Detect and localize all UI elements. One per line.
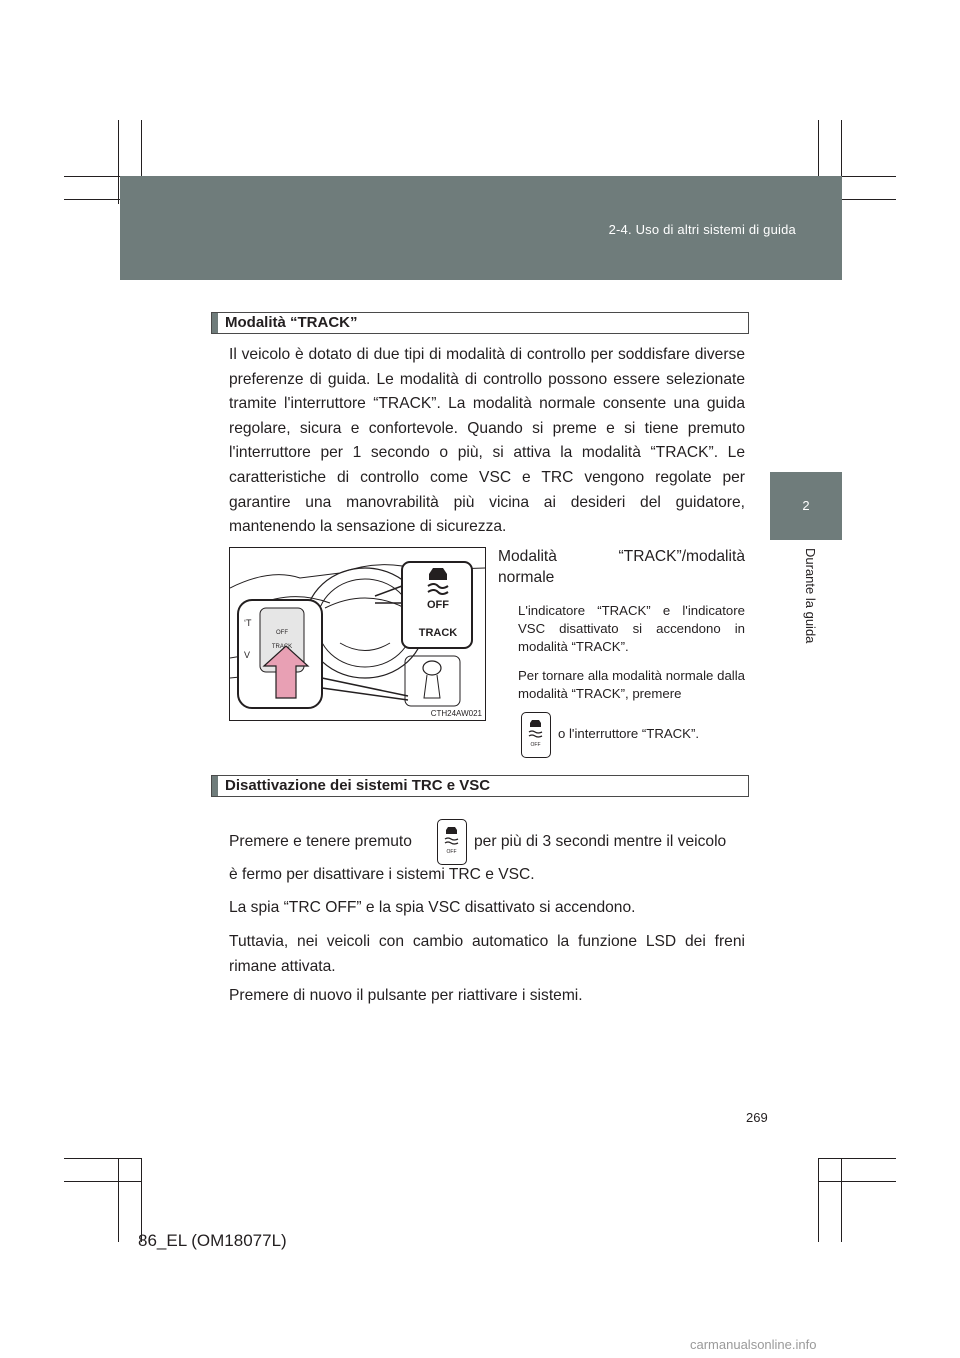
svg-text:V: V [244, 650, 251, 660]
track-section-heading [211, 312, 749, 334]
crop-mark [841, 1158, 842, 1242]
chapter-section-title: 2-4. Uso di altri sistemi di guida [608, 222, 796, 237]
dashboard-illustration [229, 547, 486, 721]
crop-mark [118, 120, 119, 204]
track-section-body: Il veicolo è dotato di due tipi di modalità di controllo per soddisfare diverse preferenze di guida. Le modalità di controllo possono essere selezionate tramite l'interruttore “TRACK”. La modalità normale consente una guida regolare, sicura e confortevole. Quando si preme e si tiene premuto l'interruttore per 1 secondo o più, si attiva la modalità “TRACK”. Le caratteristiche di controllo come VSC e TRC vengono regolate per garantire una manovrabilità più vicina ai desideri del guidatore, mantenendo la sensazione di sicurezza. [229, 346, 745, 536]
vsc-line2: è fermo per disattivare i sistemi TRC e VSC. [229, 866, 535, 883]
watermark: carmanualsonline.info [690, 1337, 817, 1352]
chapter-tab-label: Durante la guida [803, 548, 818, 644]
vsc-section-title: Disattivazione dei sistemi TRC e VSC [225, 777, 491, 794]
callout-off-label: OFF [427, 599, 449, 611]
crop-mark [818, 1158, 896, 1159]
svg-text:‘T: ‘T [244, 618, 252, 628]
track-section-title: Modalità “TRACK” [225, 314, 358, 331]
document-code: 86_EL (OM18077L) [138, 1231, 287, 1250]
svg-text:OFF: OFF [530, 742, 541, 748]
switch-off-label: OFF [276, 630, 288, 636]
vsc-line4: Tuttavia, nei veicoli con cambio automatico la funzione LSD dei freni rimane attivata. [229, 933, 745, 975]
figure-code: CTH24AW021 [430, 709, 482, 718]
chapter-tab [770, 472, 842, 540]
crop-mark [64, 1158, 142, 1159]
chapter-header [120, 176, 842, 280]
track-note-1: L'indicatore “TRACK” e l'indicatore VSC disattivato si accendono in modalità “TRACK”. [518, 603, 745, 654]
chapter-tab-number: 2 [802, 498, 810, 513]
crop-mark [64, 1181, 142, 1182]
dashboard-drawing [230, 548, 485, 720]
crop-mark [818, 1158, 819, 1242]
crop-mark [118, 1158, 119, 1242]
page-number: 269 [746, 1110, 768, 1125]
svg-text:OFF: OFF [446, 849, 457, 855]
switch-track-label: TRACK [271, 644, 293, 650]
mode-title-line2: normale [498, 569, 555, 586]
vsc-line1-start: Premere e tenere premuto [229, 833, 412, 850]
crop-mark [141, 1158, 142, 1242]
vsc-line1-end: per più di 3 secondi mentre il veicolo [474, 833, 727, 850]
vsc-off-button-icon [437, 819, 467, 865]
callout-track-label: TRACK [418, 627, 458, 639]
vsc-off-button-icon [521, 712, 551, 758]
track-note-2: Per tornare alla modalità normale dalla modalità “TRACK”, premere [518, 668, 745, 701]
track-note-2-tail: o l'interruttore “TRACK”. [558, 726, 700, 741]
mode-title-line1: Modalità “TRACK”/modalità [498, 548, 745, 565]
crop-mark [818, 1181, 896, 1182]
vsc-section-heading [211, 775, 749, 797]
vsc-line5: Premere di nuovo il pulsante per riattivare i sistemi. [229, 987, 583, 1004]
vsc-line3: La spia “TRC OFF” e la spia VSC disattivato si accendono. [229, 899, 636, 916]
